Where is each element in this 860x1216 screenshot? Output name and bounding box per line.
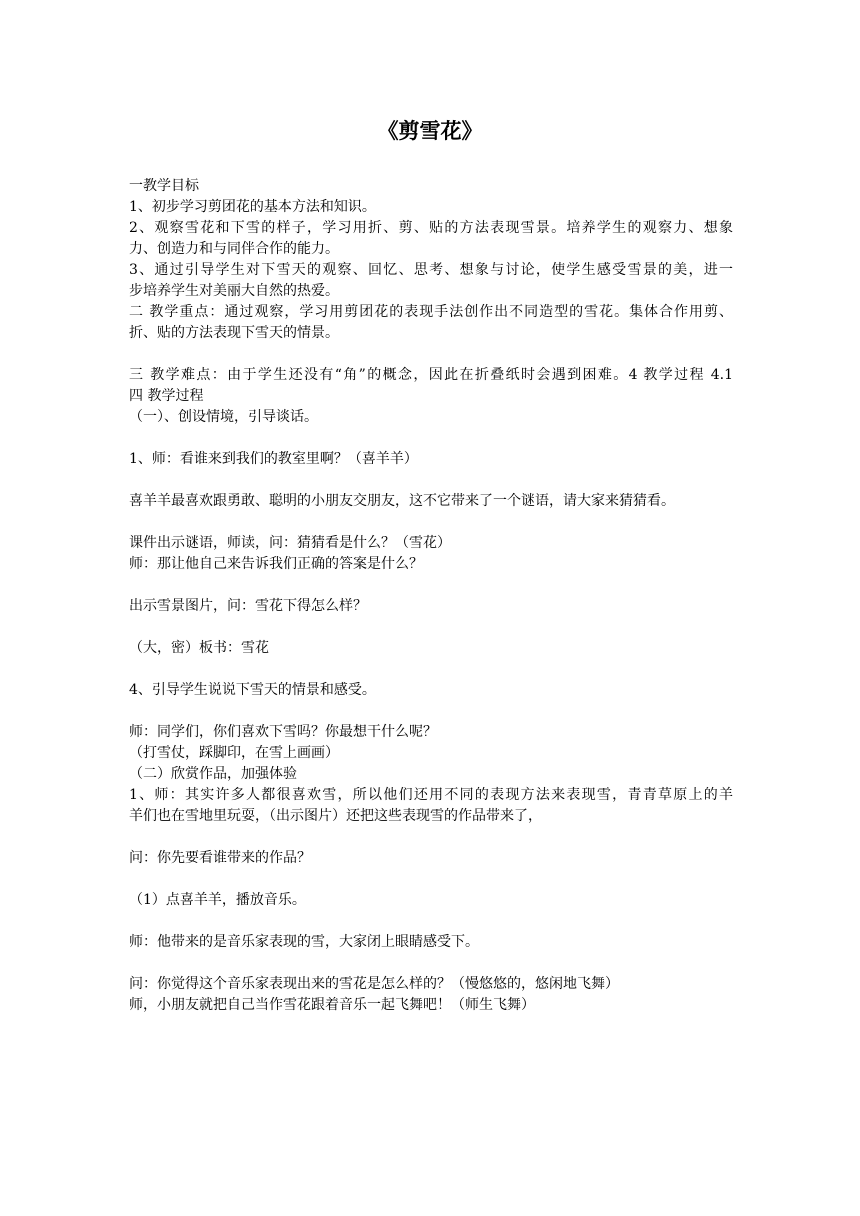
blank-line: [129, 911, 733, 932]
blank-line: [129, 659, 733, 680]
text-line: 步培养学生对美丽大自然的热爱。: [129, 283, 339, 299]
document-title: 《剪雪花》: [377, 119, 483, 143]
blank-line: [129, 344, 733, 365]
text-line: 四 教学过程: [129, 388, 204, 404]
text-line: 师：那让他自己来告诉我们正确的答案是什么？: [129, 556, 423, 572]
text-line: 1、师：其实许多人都很喜欢雪，所以他们还用不同的表现方法来表现雪，青青草原上的羊: [129, 787, 733, 803]
text-line: （打雪仗，踩脚印，在雪上画画）: [129, 745, 339, 761]
blank-line: [129, 701, 733, 722]
text-line: 师：同学们，你们喜欢下雪吗？你最想干什么呢？: [129, 724, 437, 740]
text-line: 1、初步学习剪团花的基本方法和知识。: [129, 199, 376, 215]
text-line: 二 教学重点：通过观察，学习用剪团花的表现手法创作出不同造型的雪花。集体合作用剪、: [129, 304, 733, 320]
text-line: 1、师：看谁来到我们的教室里啊？（喜羊羊）: [129, 451, 418, 467]
text-line: 一教学目标: [129, 178, 199, 194]
text-line: 课件出示谜语，师读，问：猜猜看是什么？（雪花）: [129, 535, 451, 551]
text-line: 问：你觉得这个音乐家表现出来的雪花是怎么样的？（慢悠悠的，悠闲地飞舞）: [129, 976, 619, 992]
text-line: 2、观察雪花和下雪的样子，学习用折、剪、贴的方法表现雪景。培养学生的观察力、想象: [129, 220, 733, 236]
text-line: （二）欣赏作品，加强体验: [129, 766, 297, 782]
text-line: 出示雪景图片，问：雪花下得怎么样？: [129, 598, 367, 614]
text-line: 喜羊羊最喜欢跟勇敢、聪明的小朋友交朋友，这不它带来了一个谜语，请大家来猜猜看。: [129, 493, 675, 509]
blank-line: [129, 470, 733, 491]
blank-line: [129, 953, 733, 974]
text-line: 师，小朋友就把自己当作雪花跟着音乐一起飞舞吧！（师生飞舞）: [129, 997, 535, 1013]
text-line: （1）点喜羊羊，播放音乐。: [129, 892, 306, 908]
text-line: 三 教学难点：由于学生还没有“角”的概念，因此在折叠纸时会遇到困难。4 教学过程 4.1: [129, 367, 733, 383]
text-line: 力、创造力和与同伴合作的能力。: [129, 241, 339, 257]
text-line: （大，密）板书：雪花: [129, 640, 269, 656]
text-line: 4、引导学生说说下雪天的情景和感受。: [129, 682, 376, 698]
text-line: 羊们也在雪地里玩耍，（出示图片）还把这些表现雪的作品带来了，: [129, 808, 542, 824]
text-line: 折、贴的方法表现下雪天的情景。: [129, 325, 339, 341]
text-line: 问：你先要看谁带来的作品？: [129, 850, 311, 866]
text-line: 3、通过引导学生对下雪天的观察、回忆、思考、想象与讨论，使学生感受雪景的美，进一: [129, 262, 733, 278]
blank-line: [129, 617, 733, 638]
blank-line: [129, 428, 733, 449]
blank-line: [129, 869, 733, 890]
text-line: 师：他带来的是音乐家表现的雪，大家闭上眼睛感受下。: [129, 934, 479, 950]
document-body: [129, 176, 733, 1016]
text-line: （一）、创设情境，引导谈话。: [129, 409, 318, 425]
blank-line: [129, 575, 733, 596]
blank-line: [129, 827, 733, 848]
blank-line: [129, 512, 733, 533]
